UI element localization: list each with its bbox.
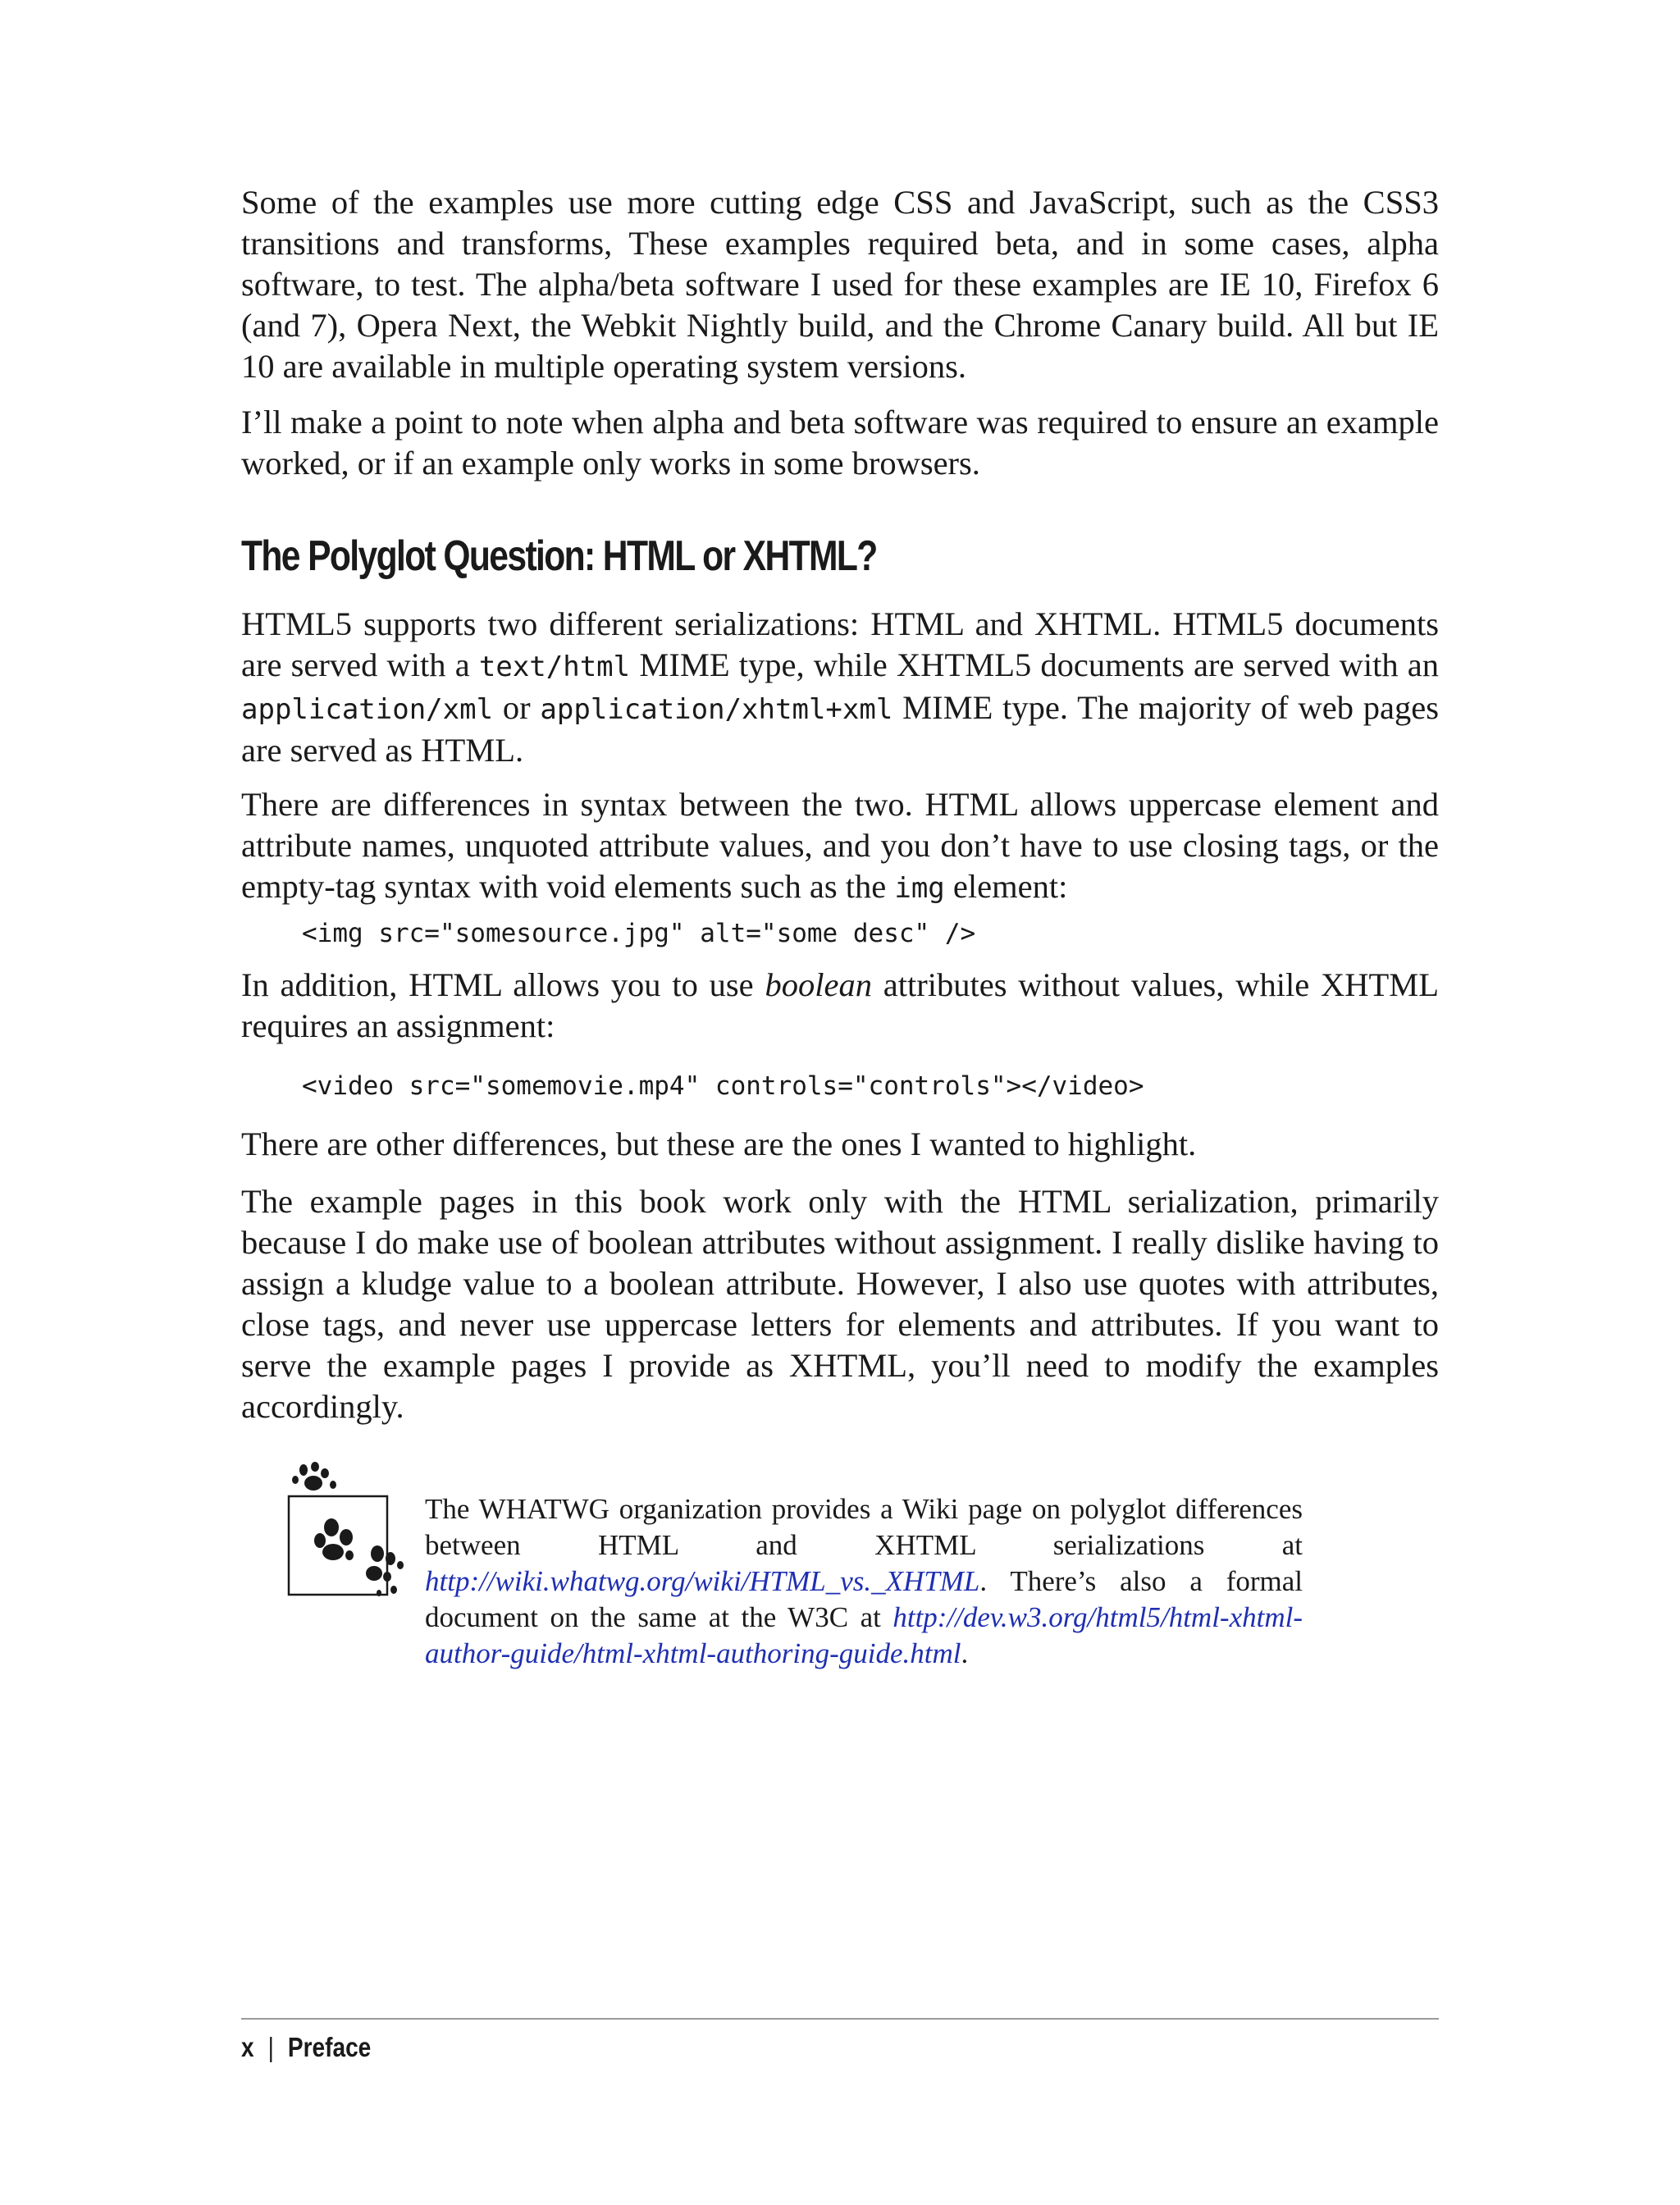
whatwg-wiki-link[interactable]: http://wiki.whatwg.org/wiki/HTML_vs._XHTML	[425, 1565, 980, 1597]
paragraph-alpha-beta-note: I’ll make a point to note when alpha and beta software was required to ensure an example worked, or if an example only works in some browsers.	[241, 404, 1439, 482]
paragraph-other-differences: There are other differences, but these are the ones I wanted to highlight.	[241, 1125, 1197, 1162]
text: The WHATWG organization provides a Wiki page on polyglot differences between HTML and XHTML serializations at	[425, 1493, 1303, 1561]
footer-separator: |	[267, 2032, 274, 2062]
text: MIME type, while XHTML5 documents are served with an	[630, 646, 1439, 683]
code-example-img: <img src="somesource.jpg" alt="some desc" />	[302, 919, 976, 948]
text: .	[961, 1637, 969, 1669]
footer-divider	[241, 2018, 1439, 2020]
text: HTML5 supports two different serializations: HTML and XHTML. HTML5 documents are served with a	[241, 605, 1439, 683]
text: . There’s also a formal document on the same at the W3C at	[425, 1565, 1303, 1633]
text: or	[493, 689, 541, 726]
note-text	[425, 1491, 1303, 1672]
text: element:	[944, 868, 1068, 905]
tip-icon	[285, 1462, 425, 1609]
w3c-guide-link[interactable]: http://dev.w3.org/html5/html-xhtml-author-guide/html-xhtml-authoring-guide.html	[425, 1601, 1303, 1669]
paragraph-browser-software: Some of the examples use more cutting edge CSS and JavaScript, such as the CSS3 transitions and transforms, These examples required beta, and in some cases, alpha software, to test. The alpha/beta software I used for these examples are IE 10, Firefox 6 (and 7), Opera Next, the Webkit Nightly build, and the Chrome Canary build. All but IE 10 are available in multiple operating system versions.	[241, 184, 1439, 385]
text: MIME type. The majority of web pages are served as HTML.	[241, 689, 1439, 769]
inline-code: application/xml	[241, 693, 494, 726]
emphasis: boolean	[765, 966, 872, 1003]
section-name: Preface	[287, 2032, 372, 2062]
text: In addition, HTML allows you to use	[241, 966, 765, 1003]
inline-code: img	[894, 872, 945, 905]
inline-code: text/html	[478, 651, 631, 683]
text: There are differences in syntax between the two. HTML allows uppercase element and attribute names, unquoted attribute values, and you don’t have to use closing tags, or the empty-tag syntax with void elements such as the	[241, 786, 1439, 905]
section-heading: The Polyglot Question: HTML or XHTML?	[241, 532, 877, 580]
text: attributes without values, while XHTML requires an assignment:	[241, 966, 1440, 1044]
page-number: x	[241, 2032, 254, 2062]
code-example-video: <video src="somemovie.mp4" controls="controls"></video>	[302, 1071, 1144, 1101]
paragraph-serializations	[241, 604, 1439, 771]
page-footer	[241, 2029, 371, 2066]
paragraph-syntax-differences	[241, 784, 1439, 909]
inline-code: application/xhtml+xml	[540, 693, 893, 726]
paragraph-html-serialization: The example pages in this book work only with the HTML serialization, primarily because I do make use of boolean attributes without assignment. I really dislike having to assign a kludge value to a boolean attribute. However, I also use quotes with attributes, close tags, and never use uppercase letters for elements and attributes. If you want to serve the example pages I provide as XHTML, you’ll need to modify the examples accordingly.	[241, 1183, 1439, 1425]
paragraph-boolean-attributes	[241, 965, 1439, 1047]
